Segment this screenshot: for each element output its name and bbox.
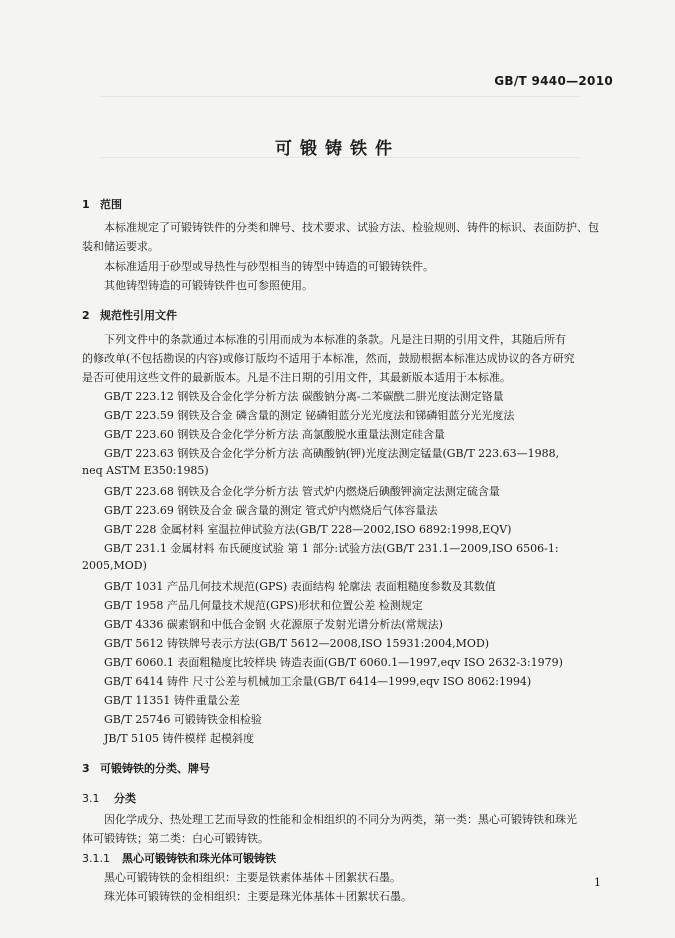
subsection-3-1-1-heading bbox=[82, 850, 276, 866]
reference-item: GB/T 223.59 钢铁及合金 磷含量的测定 铋磷钼蓝分光光度法和锑磷钼蓝分光光度法 bbox=[104, 409, 515, 422]
reference-item: GB/T 228 金属材料 室温拉伸试验方法(GB/T 228—2002,ISO 6892:1998,EQV) bbox=[104, 523, 512, 536]
reference-item: GB/T 223.68 钢铁及合金化学分析方法 管式炉内燃烧后碘酸钾滴定法测定硫含量 bbox=[104, 485, 500, 498]
paragraph-continuation: 体可锻铸铁；第二类：白心可锻铸铁。 bbox=[82, 832, 269, 845]
reference-item: GB/T 231.1 金属材料 布氏硬度试验 第 1 部分:试验方法(GB/T 231.1—2009,ISO 6506-1: bbox=[104, 542, 559, 555]
standard-code: GB/T 9440—2010 bbox=[494, 74, 613, 88]
reference-item: JB/T 5105 铸件模样 起模斜度 bbox=[104, 732, 255, 745]
reference-item: GB/T 4336 碳素钢和中低合金钢 火花源原子发射光谱分析法(常规法) bbox=[104, 618, 443, 631]
reference-item: GB/T 1958 产品几何量技术规范(GPS)形状和位置公差 检测规定 bbox=[104, 599, 423, 612]
subsection-number: 3.1 bbox=[82, 792, 100, 805]
paragraph: 本标准规定了可锻铸铁件的分类和牌号、技术要求、试验方法、检验规则、铸件的标识、表面防护、包 bbox=[104, 221, 599, 234]
reference-item: GB/T 6414 铸件 尺寸公差与机械加工余量(GB/T 6414—1999,eqv ISO 8062:1994) bbox=[104, 675, 532, 688]
section-title: 可锻铸铁的分类、牌号 bbox=[100, 762, 210, 775]
paragraph: 其他铸型铸造的可锻铸铁件也可参照使用。 bbox=[104, 279, 313, 292]
section-3-heading bbox=[82, 760, 210, 776]
section-1-heading bbox=[82, 196, 122, 212]
reference-item-continuation: 2005,MOD) bbox=[82, 559, 147, 572]
paragraph: 因化学成分、热处理工艺而导致的性能和金相组织的不同分为两类，第一类：黑心可锻铸铁和珠光 bbox=[104, 813, 577, 826]
reference-item: GB/T 6060.1 表面粗糙度比较样块 铸造表面(GB/T 6060.1—1997,eqv ISO 2632-3:1979) bbox=[104, 656, 563, 669]
reference-item: GB/T 5612 铸铁牌号表示方法(GB/T 5612—2008,ISO 15931:2004,MOD) bbox=[104, 637, 490, 650]
reference-item-continuation: neq ASTM E350:1985) bbox=[82, 464, 209, 477]
paragraph: 本标准适用于砂型或导热性与砂型相当的铸型中铸造的可锻铸铁件。 bbox=[104, 260, 434, 273]
reference-item: GB/T 11351 铸件重量公差 bbox=[104, 694, 240, 707]
paragraph-continuation: 的修改单(不包括勘误的内容)或修订版均不适用于本标准，然而，鼓励根据本标准达成协议的各方研究 bbox=[82, 352, 575, 365]
section-title: 范围 bbox=[100, 198, 122, 211]
paragraph-continuation: 装和储运要求。 bbox=[82, 240, 159, 253]
page-number: 1 bbox=[594, 876, 601, 889]
reference-item: GB/T 1031 产品几何技术规范(GPS) 表面结构 轮廓法 表面粗糙度参数及其数值 bbox=[104, 580, 496, 593]
reference-item: GB/T 223.63 钢铁及合金化学分析方法 高碘酸钠(钾)光度法测定锰量(GB/T 223.63—1988, bbox=[104, 447, 560, 460]
subsection-number: 3.1.1 bbox=[82, 852, 110, 865]
section-2-heading bbox=[82, 307, 177, 323]
reference-item: GB/T 25746 可锻铸铁金相检验 bbox=[104, 713, 262, 726]
paragraph: 黑心可锻铸铁的金相组织：主要是铁素体基体＋团絮状石墨。 bbox=[104, 871, 401, 884]
paragraph: 珠光体可锻铸铁的金相组织：主要是珠光体基体＋团絮状石墨。 bbox=[104, 890, 412, 903]
subsection-title: 黑心可锻铸铁和珠光体可锻铸铁 bbox=[122, 852, 276, 865]
section-number: 3 bbox=[82, 762, 90, 775]
paragraph: 下列文件中的条款通过本标准的引用而成为本标准的条款。凡是注日期的引用文件，其随后所有 bbox=[104, 333, 566, 346]
section-number: 2 bbox=[82, 309, 90, 322]
section-title: 规范性引用文件 bbox=[100, 309, 177, 322]
reference-item: GB/T 223.12 钢铁及合金化学分析方法 碳酸钠分离-二苯碳酰二肼光度法测定铬量 bbox=[104, 390, 504, 403]
section-number: 1 bbox=[82, 198, 90, 211]
subsection-title: 分类 bbox=[114, 792, 136, 805]
reference-item: GB/T 223.69 钢铁及合金 碳含量的测定 管式炉内燃烧后气体容量法 bbox=[104, 504, 438, 517]
reference-item: GB/T 223.60 钢铁及合金化学分析方法 高氯酸脱水重量法测定硅含量 bbox=[104, 428, 445, 441]
paragraph-continuation: 是否可使用这些文件的最新版本。凡是不注日期的引用文件，其最新版本适用于本标准。 bbox=[82, 371, 511, 384]
subsection-3-1-heading bbox=[82, 790, 136, 806]
page-title: 可锻铸铁件 bbox=[275, 139, 400, 159]
